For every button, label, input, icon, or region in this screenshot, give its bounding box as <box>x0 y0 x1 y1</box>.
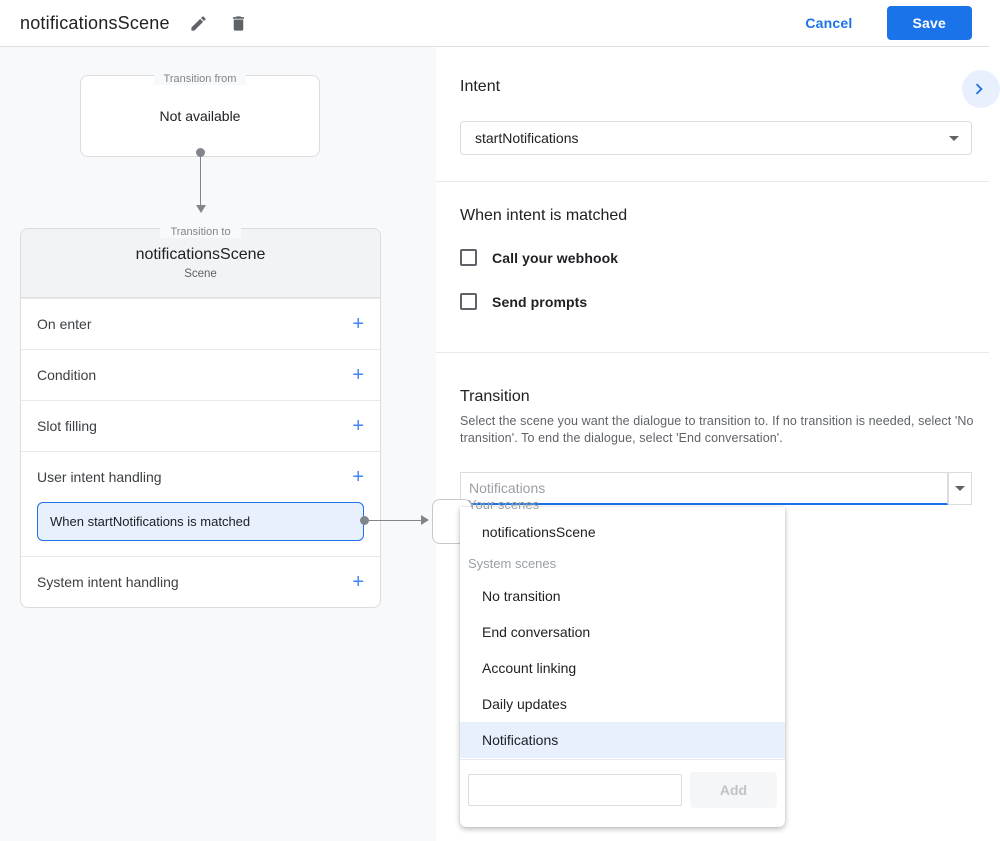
add-icon[interactable]: + <box>352 466 364 488</box>
pencil-icon <box>189 14 208 33</box>
save-button[interactable]: Save <box>887 6 973 40</box>
when-matched-heading: When intent is matched <box>460 207 628 224</box>
transition-scene-input[interactable] <box>461 480 947 496</box>
collapse-panel-button[interactable] <box>962 70 1000 108</box>
add-icon[interactable]: + <box>352 364 364 386</box>
transition-description: Select the scene you want the dialogue to transition to. If no transition is needed, select 'No transition'. To end the dialogue, select 'End conversation'. <box>460 414 974 445</box>
row-label: On enter <box>37 316 92 332</box>
flow-panel <box>0 47 436 841</box>
divider <box>436 352 989 353</box>
dropdown-group-system-scenes: System scenes <box>468 556 557 571</box>
call-webhook-row[interactable] <box>460 249 618 266</box>
cancel-button[interactable]: Cancel <box>805 15 853 31</box>
intent-select[interactable] <box>460 121 972 155</box>
row-label: Slot filling <box>37 418 97 434</box>
handler-connector-arrowhead <box>421 515 429 525</box>
scene-card <box>20 228 381 608</box>
add-scene-button[interactable]: Add <box>690 772 777 808</box>
checkbox-label: Call your webhook <box>492 249 619 266</box>
transition-to-legend: Transition to <box>21 222 380 240</box>
dropdown-item-end-conversation[interactable]: End conversation <box>482 624 591 640</box>
transition-scene-dropdown-button[interactable] <box>948 472 972 505</box>
send-prompts-checkbox[interactable] <box>460 293 477 310</box>
scene-row-user-intent-handling[interactable] <box>21 451 380 502</box>
scene-card-header <box>21 229 380 298</box>
delete-scene-button[interactable] <box>228 12 250 34</box>
dropdown-item-daily-updates[interactable]: Daily updates <box>482 696 567 712</box>
dropdown-group-your-scenes: Your scenes <box>468 497 540 512</box>
intent-select-value: startNotifications <box>475 130 579 146</box>
topbar <box>0 0 989 47</box>
transition-from-box <box>80 75 320 157</box>
checkbox-label: Send prompts <box>492 293 588 310</box>
scene-row-system-intent-handling[interactable] <box>21 556 380 607</box>
intent-handler-wrap <box>21 502 380 556</box>
handler-connector-line <box>367 520 422 522</box>
scene-row-condition[interactable] <box>21 349 380 400</box>
send-prompts-row[interactable] <box>460 293 587 310</box>
call-webhook-checkbox[interactable] <box>460 249 477 266</box>
row-label: User intent handling <box>37 469 162 485</box>
row-label: Condition <box>37 367 97 383</box>
dropdown-item-account-linking[interactable]: Account linking <box>482 660 577 676</box>
add-icon[interactable]: + <box>352 571 364 593</box>
scene-card-subtitle: Scene <box>184 268 217 280</box>
page-title: notificationsScene <box>20 12 170 33</box>
scene-row-on-enter[interactable] <box>21 298 380 349</box>
scene-row-slot-filling[interactable] <box>21 400 380 451</box>
transition-from-content: Not available <box>159 108 241 124</box>
add-icon[interactable]: + <box>352 313 364 335</box>
flow-connector-line <box>200 155 202 206</box>
dropdown-item-no-transition[interactable]: No transition <box>482 588 561 604</box>
caret-down-icon <box>949 136 959 141</box>
divider <box>436 181 989 182</box>
scene-card-title: notificationsScene <box>135 246 266 263</box>
intent-handler-item-selected[interactable]: When startNotifications is matched <box>37 502 364 541</box>
dropdown-item-notifications[interactable]: Notifications <box>460 722 785 758</box>
transition-from-legend: Transition from <box>81 69 319 87</box>
scene-dropdown-menu <box>460 497 785 827</box>
add-icon[interactable]: + <box>352 415 364 437</box>
dropdown-item-notificationsscene[interactable]: notificationsScene <box>482 524 596 540</box>
row-label: System intent handling <box>37 574 179 590</box>
chevron-right-icon <box>968 78 990 100</box>
caret-down-icon <box>955 486 965 491</box>
trash-icon <box>229 14 248 33</box>
transition-heading: Transition <box>460 388 530 405</box>
intent-heading: Intent <box>460 78 501 95</box>
edit-title-button[interactable] <box>188 12 210 34</box>
flow-connector-arrowhead <box>196 205 206 213</box>
new-scene-input[interactable] <box>468 774 682 806</box>
dropdown-add-row <box>460 760 785 808</box>
